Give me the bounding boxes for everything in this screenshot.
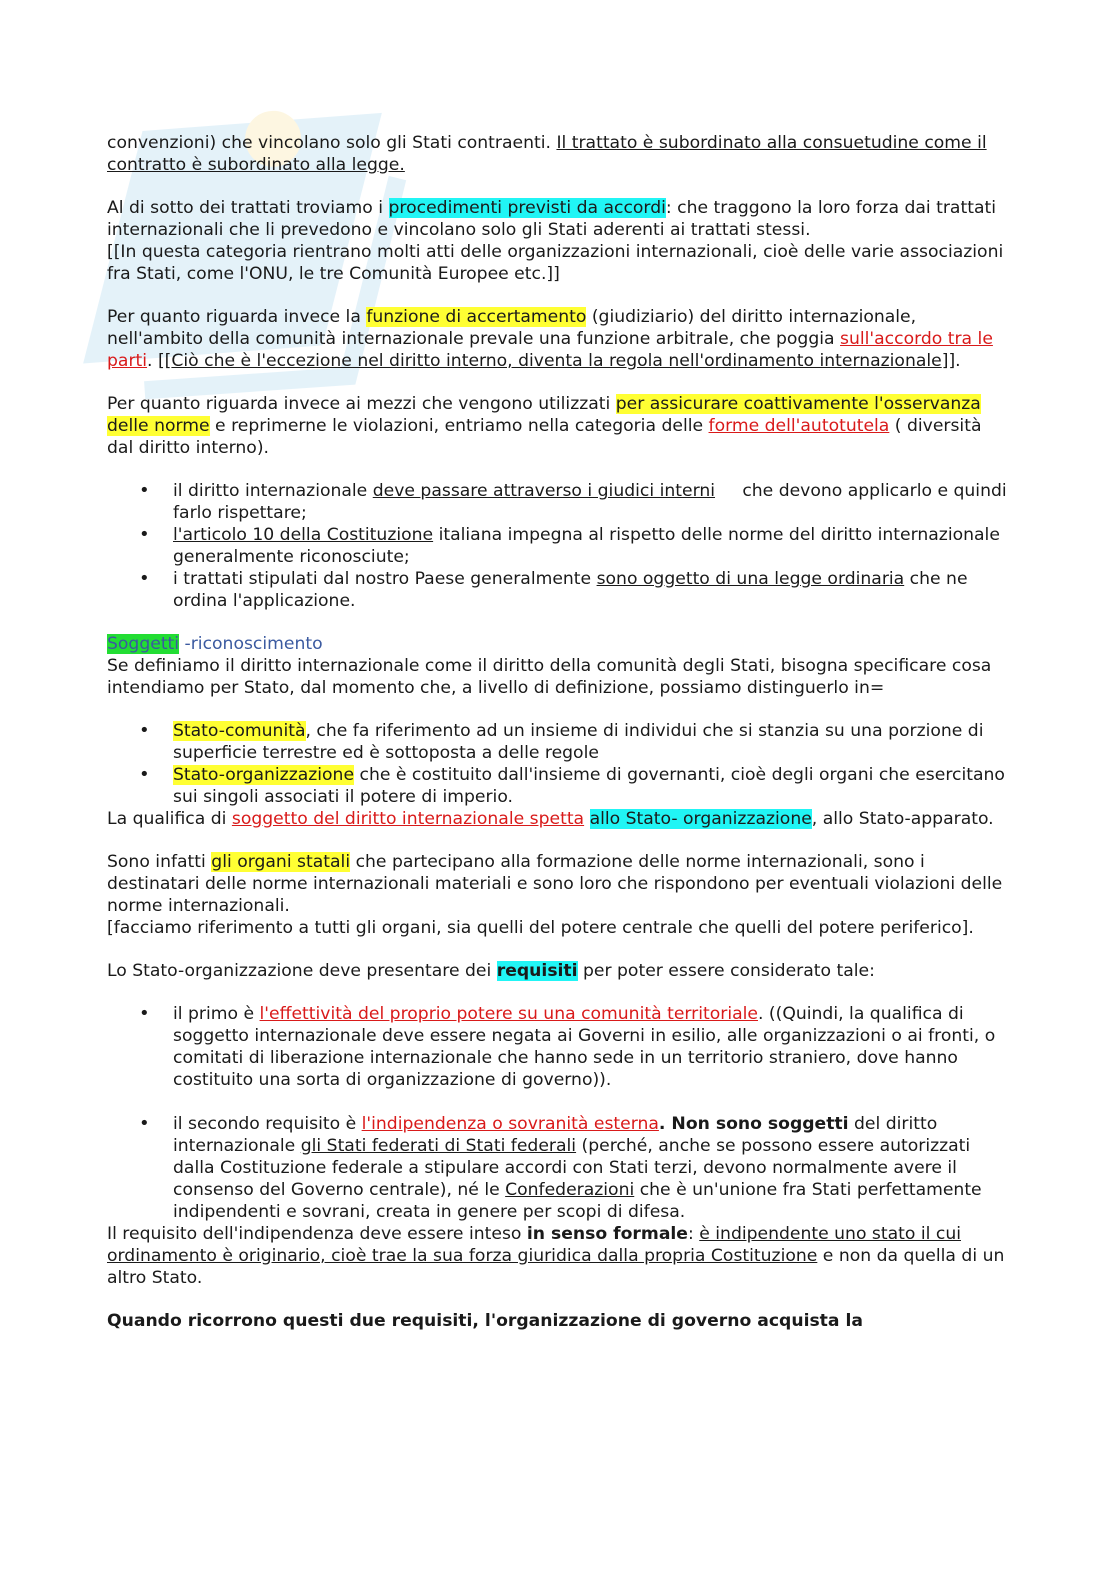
- document-body: [107, 132, 1013, 1353]
- list-item: • l'articolo 10 della Costituzione italiana impegna al rispetto delle norme del diritto internazionale generalmente riconosciute;: [107, 524, 1007, 568]
- bullet-list-1: [107, 480, 1013, 612]
- list-item: • il diritto internazionale deve passare attraverso i giudici interni che devono applicarlo e quindi farlo rispettare;: [107, 480, 1007, 524]
- paragraph-1: convenzioni) che vincolano solo gli Stati contraenti. Il trattato è subordinato alla consuetudine come il contratto è subordinato alla legge.: [107, 133, 987, 175]
- paragraph-2: Al di sotto dei trattati troviamo i procedimenti previsti da accordi: che traggono la loro forza dai trattati internazionali che li prevedono e vincolano solo gli Stati aderenti ai trattati stessi. [[In questa categoria rientrano molti atti delle organizzazioni internazionali, cioè delle varie associazioni fra Stati, come l'ONU, le tre Comunità Europee etc.]]: [107, 198, 1004, 284]
- list-item: • Stato-organizzazione che è costituito dall'insieme di governanti, cioè degli organi che esercitano sui singoli associati il potere di imperio.: [107, 764, 1007, 808]
- bullet-list-2: [107, 720, 1007, 808]
- paragraph-5: Se definiamo il diritto internazionale come il diritto della comunità degli Stati, bisogna specificare cosa intendiamo per Stato, dal momento che, a livello di definizione, possiamo distinguerlo in=: [107, 656, 992, 698]
- paragraph-4: Per quanto riguarda invece ai mezzi che vengono utilizzati per assicurare coattivamente l'osservanza delle norme e reprimerne le violazioni, entriamo nella categoria delle forme dell'autotutela ( diversità dal diritto interno).: [107, 394, 982, 458]
- paragraph-9: Il requisito dell'indipendenza deve essere inteso in senso formale: è indipendente uno stato il cui ordinamento è originario, cioè trae la sua forza giuridica dalla propria Costituzione e non da quella di un altro Stato.: [107, 1224, 1005, 1288]
- list-item: • Stato-comunità, che fa riferimento ad un insieme di individui che si stanzia su una porzione di superficie terrestre ed è sottoposta a delle regole: [107, 720, 1007, 764]
- paragraph-7: Sono infatti gli organi statali che partecipano alla formazione delle norme internazionali, sono i destinatari delle norme internazionali materiali e sono loro che rispondono per eventuali violazioni delle norme internazionali. [facciamo riferimento a tutti gli organi, sia quelli del potere centrale che quelli del potere periferico].: [107, 852, 1003, 938]
- paragraph-6: La qualifica di soggetto del diritto internazionale spetta allo Stato- organizzazione, allo Stato-apparato.: [107, 809, 994, 829]
- list-item: • il primo è l'effettività del proprio potere su una comunità territoriale. ((Quindi, la qualifica di soggetto internazionale deve essere negata ai Governi in esilio, alle organizzazioni o ai fronti, o comitati di liberazione internazionale che hanno sede in un territorio straniero, dove hanno costituito una sorta di organizzazione di governo)).: [107, 1003, 1007, 1113]
- bullet-list-3: [107, 1003, 1007, 1223]
- list-item: • i trattati stipulati dal nostro Paese generalmente sono oggetto di una legge ordinaria che ne ordina l'applicazione.: [107, 568, 1007, 612]
- paragraph-3: Per quanto riguarda invece la funzione di accertamento (giudiziario) del diritto internazionale, nell'ambito della comunità internazionale prevale una funzione arbitrale, che poggia sull'accordo tra le parti. [[Ciò che è l'eccezione nel diritto interno, diventa la regola nell'ordinamento internazionale]].: [107, 307, 993, 371]
- section-heading: Soggetti -riconoscimento: [107, 634, 323, 654]
- paragraph-8: Lo Stato-organizzazione deve presentare dei requisiti per poter essere considerato tale:: [107, 961, 875, 981]
- list-item: • il secondo requisito è l'indipendenza o sovranità esterna. Non sono soggetti del diritto internazionale gli Stati federati di Stati federali (perché, anche se possono essere autorizzati dalla Costituzione federale a stipulare accordi con Stati terzi, devono normalmente avere il consenso del Governo centrale), né le Confederazioni che è un'unione fra Stati perfettamente indipendenti e sovrani, creata in genere per scopi di difesa.: [107, 1113, 1007, 1223]
- paragraph-10: Quando ricorrono questi due requisiti, l'organizzazione di governo acquista la: [107, 1311, 863, 1331]
